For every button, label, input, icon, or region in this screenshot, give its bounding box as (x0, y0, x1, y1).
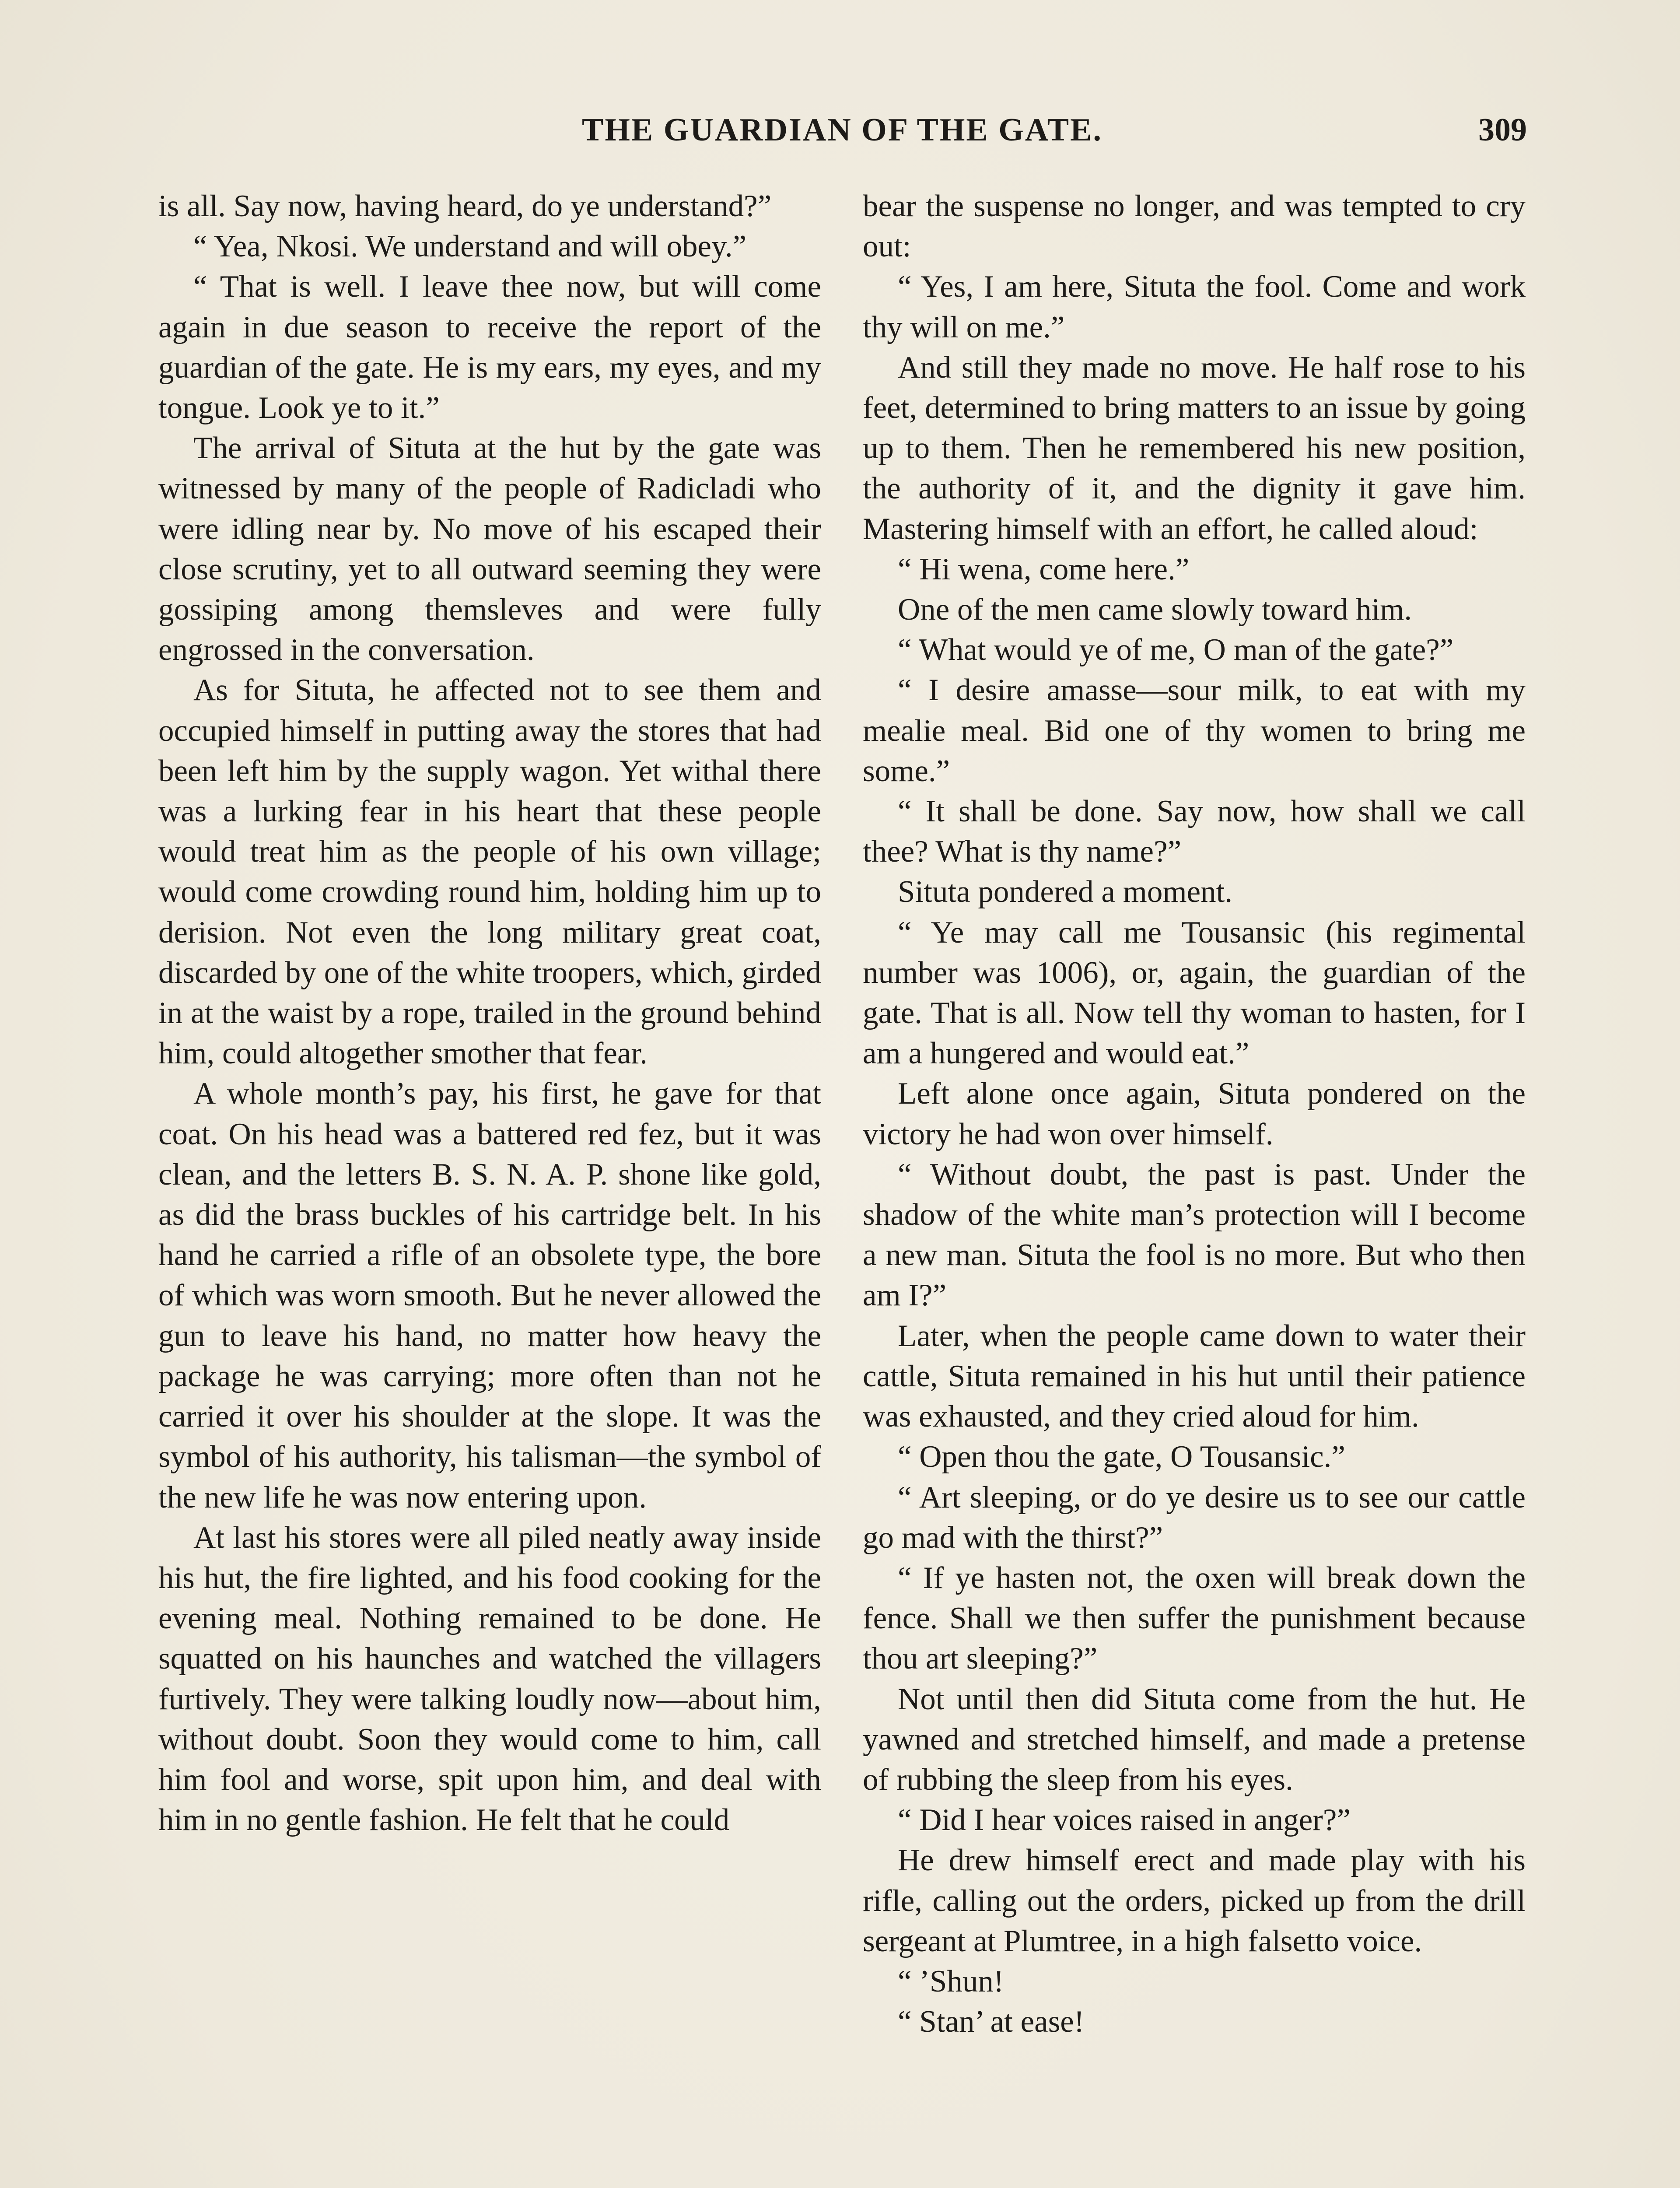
paragraph: bear the suspense no longer, and was tempted to cry out: (863, 189, 1526, 264)
paragraph: “ What would ye of me, O man of the gate?” (898, 633, 1454, 667)
paragraph: Later, when the people came down to water their cattle, Situta remained in his hut until their patience was exhausted, and they cried aloud for him. (863, 1318, 1526, 1434)
paragraph: “ Hi wena, come here.” (898, 552, 1190, 586)
paragraph: “ Ye may call me Tousansic (his regimental number was 1006), or, again, the guardian of the gate. That is all. Now tell thy woman to hasten, for I am a hungered and would eat.” (863, 915, 1526, 1071)
paragraph: “ It shall be done. Say now, how shall we call thee? What is thy name?” (863, 794, 1526, 869)
paragraph: “ Yes, I am here, Situta the fool. Come and work thy will on me.” (863, 270, 1526, 344)
paragraph: “ Without doubt, the past is past. Under the shadow of the white man’s protection will I become a new man. Situta the fool is no more. But who then am I?” (863, 1157, 1526, 1313)
paragraph: As for Situta, he affected not to see them and occupied himself in putting away the stores that had been left him by the supply wagon. Yet withal there was a lurking fear in his heart that these people would treat him as the people of his own village; would come crowding round him, holding him up to derision. Not even the long military great coat, discarded by one of the white troopers, which, girded in at the waist by a rope, trailed in the ground behind him, could altogether smother that fear. (158, 673, 821, 1071)
paragraph: “ Stan’ at ease! (898, 2005, 1085, 2039)
paragraph: Left alone once again, Situta pondered on the victory he had won over himself. (863, 1076, 1526, 1151)
paragraph: “ ’Shun! (898, 1964, 1004, 1999)
paragraph: At last his stores were all piled neatly away inside his hut, the fire lighted, and his food cooking for the evening meal. Nothing remained to be done. He squatted on his haunches and watched the villagers furtively. They were talking loudly now—about him, without doubt. Soon they would come to him, call him fool and worse, spit upon him, and deal with him in no gentle fashion. He felt that he could (158, 1520, 821, 1837)
paragraph: is all. Say now, having heard, do ye understand?” (158, 189, 772, 223)
left-column (158, 186, 821, 1840)
paragraph: “ Yea, Nkosi. We understand and will obey.” (193, 229, 747, 264)
running-title: THE GUARDIAN OF THE GATE. (582, 112, 1102, 148)
paragraph: One of the men came slowly toward him. (898, 593, 1412, 627)
paragraph: “ Did I hear voices raised in anger?” (898, 1803, 1351, 1837)
paragraph: “ Art sleeping, or do ye desire us to see our cattle go mad with the thirst?” (863, 1480, 1526, 1555)
paragraph: “ I desire amasse—sour milk, to eat with my mealie meal. Bid one of thy women to bring me some.” (863, 673, 1526, 788)
paragraph: “ Open thou the gate, O Tousansic.” (898, 1440, 1345, 1474)
paragraph: The arrival of Situta at the hut by the gate was witnessed by many of the people of Radicladi who were idling near by. No move of his escaped their close scrutiny, yet to all outward seeming they were gossiping among themsleves and were fully engrossed in the conversation. (158, 431, 821, 667)
paragraph: “ If ye hasten not, the oxen will break down the fence. Shall we then suffer the punishment because thou art sleeping?” (863, 1560, 1526, 1676)
right-column (863, 186, 1526, 2042)
paragraph: Situta pondered a moment. (898, 875, 1233, 909)
paragraph: “ That is well. I leave thee now, but will come again in due season to receive the report of the guardian of the gate. He is my ears, my eyes, and my tongue. Look ye to it.” (158, 270, 821, 425)
paragraph: He drew himself erect and made play with his rifle, calling out the orders, picked up from the drill sergeant at Plumtree, in a high falsetto voice. (863, 1843, 1526, 1958)
paragraph: A whole month’s pay, his first, he gave for that coat. On his head was a battered red fez, but it was clean, and the letters B. S. N. A. P. shone like gold, as did the brass buckles of his cartridge belt. In his hand he carried a rifle of an obsolete type, the bore of which was worn smooth. But he never allowed the gun to leave his hand, no matter how heavy the package he was carrying; more often than not he carried it over his shoulder at the slope. It was the symbol of his authority, his talisman—the symbol of the new life he was now entering upon. (158, 1076, 821, 1515)
page-header (158, 112, 1527, 160)
paragraph: Not until then did Situta come from the hut. He yawned and stretched himself, and made a pretense of rubbing the sleep from his eyes. (863, 1682, 1526, 1797)
paragraph: And still they made no move. He half rose to his feet, determined to bring matters to an issue by going up to them. Then he remembered his new position, the authority of it, and the dignity it gave him. Mastering himself with an effort, he called aloud: (863, 350, 1526, 546)
page-number: 309 (1478, 112, 1527, 148)
